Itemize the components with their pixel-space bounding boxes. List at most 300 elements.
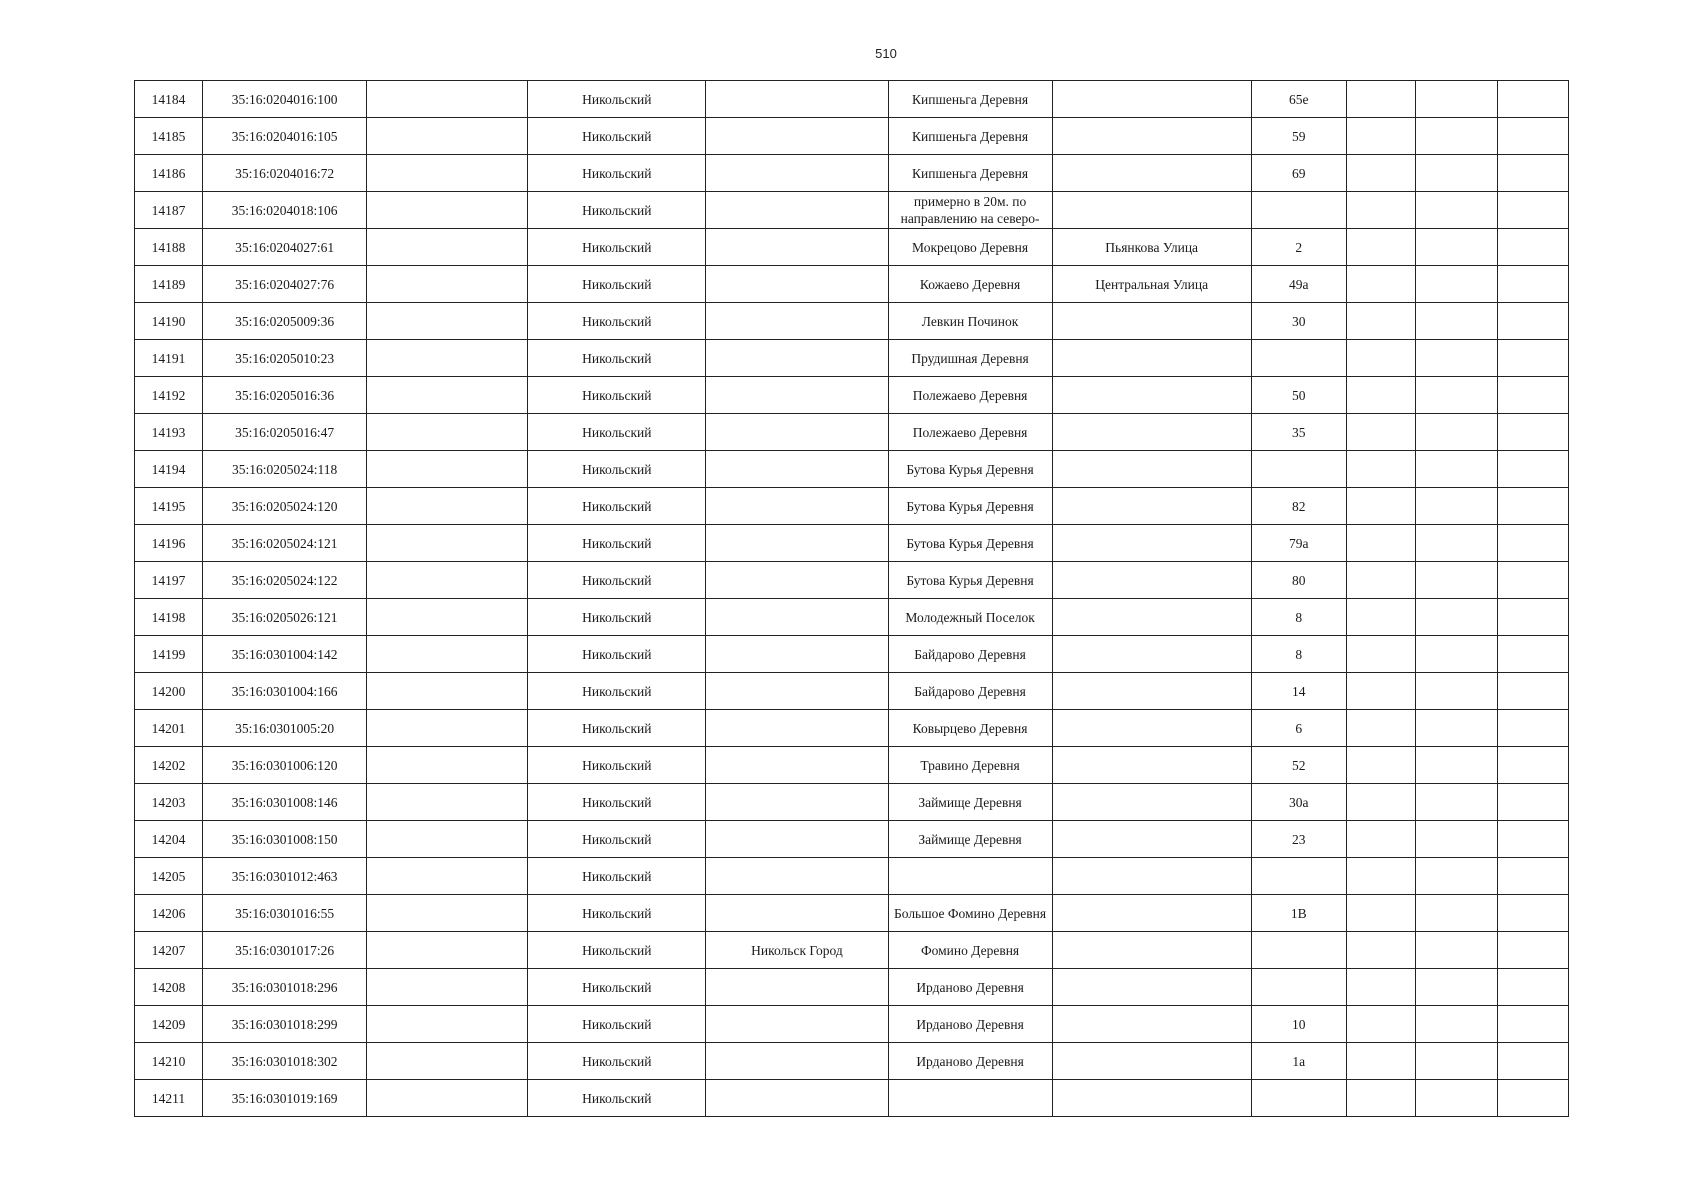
- blank-cell-9: [1346, 192, 1415, 229]
- row-number-cell: 14204: [135, 821, 203, 858]
- street-cell: [1052, 451, 1251, 488]
- cadastral-number-cell: 35:16:0204016:105: [203, 118, 367, 155]
- settlement-cell: примерно в 20м. по направлению на северо-: [888, 192, 1052, 229]
- blank-cell-3: [367, 932, 528, 969]
- row-number-cell: 14194: [135, 451, 203, 488]
- city-cell: Никольск Город: [706, 932, 888, 969]
- blank-cell-11: [1497, 81, 1568, 118]
- blank-cell-11: [1497, 821, 1568, 858]
- district-cell: Никольский: [528, 118, 706, 155]
- row-number-cell: 14199: [135, 636, 203, 673]
- blank-cell-10: [1415, 784, 1497, 821]
- district-cell: Никольский: [528, 229, 706, 266]
- street-cell: [1052, 488, 1251, 525]
- blank-cell-3: [367, 266, 528, 303]
- house-number-cell: 50: [1251, 377, 1346, 414]
- row-number-cell: 14203: [135, 784, 203, 821]
- district-cell: Никольский: [528, 673, 706, 710]
- street-cell: [1052, 525, 1251, 562]
- cadastral-number-cell: 35:16:0205016:47: [203, 414, 367, 451]
- blank-cell-3: [367, 1080, 528, 1117]
- cadastral-number-cell: 35:16:0205024:120: [203, 488, 367, 525]
- district-cell: Никольский: [528, 81, 706, 118]
- cadastral-number-cell: 35:16:0301018:299: [203, 1006, 367, 1043]
- blank-cell-11: [1497, 1043, 1568, 1080]
- blank-cell-3: [367, 784, 528, 821]
- settlement-cell: Полежаево Деревня: [888, 377, 1052, 414]
- blank-cell-10: [1415, 451, 1497, 488]
- city-cell: [706, 414, 888, 451]
- cadastral-number-cell: 35:16:0301012:463: [203, 858, 367, 895]
- settlement-cell: [888, 858, 1052, 895]
- cadastral-number-cell: 35:16:0301005:20: [203, 710, 367, 747]
- blank-cell-3: [367, 525, 528, 562]
- street-cell: [1052, 969, 1251, 1006]
- blank-cell-10: [1415, 562, 1497, 599]
- house-number-cell: [1251, 192, 1346, 229]
- blank-cell-11: [1497, 266, 1568, 303]
- settlement-cell: Ковырцево Деревня: [888, 710, 1052, 747]
- blank-cell-3: [367, 118, 528, 155]
- street-cell: [1052, 562, 1251, 599]
- street-cell: [1052, 858, 1251, 895]
- blank-cell-9: [1346, 562, 1415, 599]
- blank-cell-11: [1497, 451, 1568, 488]
- settlement-cell: Прудишная Деревня: [888, 340, 1052, 377]
- row-number-cell: 14201: [135, 710, 203, 747]
- settlement-cell: Ирданово Деревня: [888, 1043, 1052, 1080]
- cadastral-number-cell: 35:16:0301006:120: [203, 747, 367, 784]
- page-number: 510: [875, 46, 897, 61]
- blank-cell-10: [1415, 821, 1497, 858]
- street-cell: Центральная Улица: [1052, 266, 1251, 303]
- house-number-cell: 1а: [1251, 1043, 1346, 1080]
- blank-cell-10: [1415, 81, 1497, 118]
- district-cell: Никольский: [528, 1043, 706, 1080]
- house-number-cell: [1251, 1080, 1346, 1117]
- cadastral-number-cell: 35:16:0205024:121: [203, 525, 367, 562]
- city-cell: [706, 821, 888, 858]
- table-row: [135, 1043, 1569, 1080]
- blank-cell-11: [1497, 118, 1568, 155]
- blank-cell-3: [367, 858, 528, 895]
- table-row: [135, 784, 1569, 821]
- blank-cell-9: [1346, 710, 1415, 747]
- blank-cell-11: [1497, 229, 1568, 266]
- row-number-cell: 14198: [135, 599, 203, 636]
- settlement-cell: Большое Фомино Деревня: [888, 895, 1052, 932]
- blank-cell-3: [367, 895, 528, 932]
- settlement-cell: Фомино Деревня: [888, 932, 1052, 969]
- house-number-cell: 79а: [1251, 525, 1346, 562]
- house-number-cell: 1В: [1251, 895, 1346, 932]
- blank-cell-10: [1415, 673, 1497, 710]
- cadastral-number-cell: 35:16:0301004:142: [203, 636, 367, 673]
- blank-cell-11: [1497, 488, 1568, 525]
- cadastral-number-cell: 35:16:0205010:23: [203, 340, 367, 377]
- row-number-cell: 14210: [135, 1043, 203, 1080]
- cadastral-number-cell: 35:16:0301019:169: [203, 1080, 367, 1117]
- row-number-cell: 14196: [135, 525, 203, 562]
- district-cell: Никольский: [528, 636, 706, 673]
- settlement-cell: Ирданово Деревня: [888, 969, 1052, 1006]
- city-cell: [706, 710, 888, 747]
- table-row: [135, 821, 1569, 858]
- house-number-cell: 8: [1251, 636, 1346, 673]
- city-cell: [706, 784, 888, 821]
- settlement-cell: Ирданово Деревня: [888, 1006, 1052, 1043]
- house-number-cell: 6: [1251, 710, 1346, 747]
- blank-cell-3: [367, 673, 528, 710]
- table-row: [135, 636, 1569, 673]
- street-cell: [1052, 784, 1251, 821]
- blank-cell-10: [1415, 525, 1497, 562]
- table-row: [135, 229, 1569, 266]
- settlement-cell: Травино Деревня: [888, 747, 1052, 784]
- blank-cell-11: [1497, 192, 1568, 229]
- city-cell: [706, 340, 888, 377]
- row-number-cell: 14185: [135, 118, 203, 155]
- table-row: [135, 192, 1569, 229]
- cadastral-number-cell: 35:16:0301018:302: [203, 1043, 367, 1080]
- blank-cell-3: [367, 451, 528, 488]
- district-cell: Никольский: [528, 599, 706, 636]
- street-cell: [1052, 821, 1251, 858]
- blank-cell-11: [1497, 858, 1568, 895]
- settlement-cell: Займище Деревня: [888, 821, 1052, 858]
- table-row: [135, 710, 1569, 747]
- blank-cell-10: [1415, 488, 1497, 525]
- house-number-cell: 30а: [1251, 784, 1346, 821]
- district-cell: Никольский: [528, 377, 706, 414]
- row-number-cell: 14193: [135, 414, 203, 451]
- blank-cell-9: [1346, 1006, 1415, 1043]
- row-number-cell: 14202: [135, 747, 203, 784]
- table-row: [135, 969, 1569, 1006]
- row-number-cell: 14211: [135, 1080, 203, 1117]
- blank-cell-3: [367, 340, 528, 377]
- city-cell: [706, 229, 888, 266]
- blank-cell-11: [1497, 525, 1568, 562]
- settlement-cell: Байдарово Деревня: [888, 673, 1052, 710]
- city-cell: [706, 1006, 888, 1043]
- blank-cell-10: [1415, 747, 1497, 784]
- city-cell: [706, 1043, 888, 1080]
- city-cell: [706, 562, 888, 599]
- row-number-cell: 14209: [135, 1006, 203, 1043]
- cadastral-number-cell: 35:16:0205026:121: [203, 599, 367, 636]
- street-cell: [1052, 192, 1251, 229]
- table-row: [135, 340, 1569, 377]
- cadastral-number-cell: 35:16:0205024:122: [203, 562, 367, 599]
- blank-cell-11: [1497, 636, 1568, 673]
- blank-cell-10: [1415, 599, 1497, 636]
- blank-cell-11: [1497, 414, 1568, 451]
- blank-cell-9: [1346, 451, 1415, 488]
- table-row: [135, 673, 1569, 710]
- table-row: [135, 414, 1569, 451]
- district-cell: Никольский: [528, 525, 706, 562]
- settlement-cell: Займище Деревня: [888, 784, 1052, 821]
- house-number-cell: 30: [1251, 303, 1346, 340]
- cadastral-number-cell: 35:16:0204016:72: [203, 155, 367, 192]
- blank-cell-3: [367, 377, 528, 414]
- district-cell: Никольский: [528, 969, 706, 1006]
- street-cell: [1052, 81, 1251, 118]
- blank-cell-3: [367, 821, 528, 858]
- house-number-cell: 14: [1251, 673, 1346, 710]
- house-number-cell: 65е: [1251, 81, 1346, 118]
- blank-cell-10: [1415, 969, 1497, 1006]
- cadastral-number-cell: 35:16:0301018:296: [203, 969, 367, 1006]
- blank-cell-3: [367, 747, 528, 784]
- row-number-cell: 14192: [135, 377, 203, 414]
- house-number-cell: 49а: [1251, 266, 1346, 303]
- settlement-cell: Бутова Курья Деревня: [888, 451, 1052, 488]
- house-number-cell: [1251, 969, 1346, 1006]
- cadastral-number-cell: 35:16:0205016:36: [203, 377, 367, 414]
- cadastral-number-cell: 35:16:0301004:166: [203, 673, 367, 710]
- blank-cell-11: [1497, 562, 1568, 599]
- row-number-cell: 14207: [135, 932, 203, 969]
- city-cell: [706, 1080, 888, 1117]
- blank-cell-10: [1415, 340, 1497, 377]
- city-cell: [706, 673, 888, 710]
- blank-cell-11: [1497, 599, 1568, 636]
- blank-cell-11: [1497, 1006, 1568, 1043]
- blank-cell-9: [1346, 932, 1415, 969]
- blank-cell-11: [1497, 673, 1568, 710]
- blank-cell-3: [367, 562, 528, 599]
- blank-cell-9: [1346, 747, 1415, 784]
- house-number-cell: [1251, 451, 1346, 488]
- house-number-cell: 23: [1251, 821, 1346, 858]
- street-cell: [1052, 155, 1251, 192]
- row-number-cell: 14195: [135, 488, 203, 525]
- blank-cell-11: [1497, 377, 1568, 414]
- district-cell: Никольский: [528, 562, 706, 599]
- table-row: [135, 895, 1569, 932]
- table-row: [135, 525, 1569, 562]
- table-row: [135, 303, 1569, 340]
- blank-cell-3: [367, 636, 528, 673]
- blank-cell-9: [1346, 895, 1415, 932]
- district-cell: Никольский: [528, 747, 706, 784]
- blank-cell-3: [367, 229, 528, 266]
- blank-cell-9: [1346, 525, 1415, 562]
- district-cell: Никольский: [528, 192, 706, 229]
- district-cell: Никольский: [528, 895, 706, 932]
- cadastral-number-cell: 35:16:0204018:106: [203, 192, 367, 229]
- blank-cell-9: [1346, 81, 1415, 118]
- blank-cell-9: [1346, 599, 1415, 636]
- blank-cell-3: [367, 1006, 528, 1043]
- blank-cell-10: [1415, 636, 1497, 673]
- city-cell: [706, 525, 888, 562]
- blank-cell-3: [367, 414, 528, 451]
- settlement-cell: Бутова Курья Деревня: [888, 488, 1052, 525]
- table-row: [135, 858, 1569, 895]
- row-number-cell: 14184: [135, 81, 203, 118]
- row-number-cell: 14186: [135, 155, 203, 192]
- city-cell: [706, 636, 888, 673]
- district-cell: Никольский: [528, 1006, 706, 1043]
- house-number-cell: 69: [1251, 155, 1346, 192]
- city-cell: [706, 81, 888, 118]
- district-cell: Никольский: [528, 858, 706, 895]
- blank-cell-10: [1415, 1080, 1497, 1117]
- city-cell: [706, 969, 888, 1006]
- blank-cell-11: [1497, 969, 1568, 1006]
- blank-cell-10: [1415, 895, 1497, 932]
- settlement-cell: [888, 1080, 1052, 1117]
- table-row: [135, 266, 1569, 303]
- blank-cell-11: [1497, 303, 1568, 340]
- street-cell: [1052, 895, 1251, 932]
- table-row: [135, 1080, 1569, 1117]
- house-number-cell: 82: [1251, 488, 1346, 525]
- cadastral-number-cell: 35:16:0205009:36: [203, 303, 367, 340]
- row-number-cell: 14191: [135, 340, 203, 377]
- district-cell: Никольский: [528, 414, 706, 451]
- blank-cell-10: [1415, 118, 1497, 155]
- cadastral-number-cell: 35:16:0205024:118: [203, 451, 367, 488]
- city-cell: [706, 192, 888, 229]
- city-cell: [706, 377, 888, 414]
- district-cell: Никольский: [528, 155, 706, 192]
- settlement-cell: Бутова Курья Деревня: [888, 562, 1052, 599]
- street-cell: [1052, 673, 1251, 710]
- settlement-cell: Кожаево Деревня: [888, 266, 1052, 303]
- street-cell: [1052, 599, 1251, 636]
- row-number-cell: 14205: [135, 858, 203, 895]
- city-cell: [706, 266, 888, 303]
- blank-cell-9: [1346, 858, 1415, 895]
- blank-cell-10: [1415, 303, 1497, 340]
- street-cell: [1052, 1080, 1251, 1117]
- blank-cell-9: [1346, 1080, 1415, 1117]
- blank-cell-3: [367, 192, 528, 229]
- street-cell: [1052, 636, 1251, 673]
- blank-cell-10: [1415, 1006, 1497, 1043]
- settlement-cell: Полежаево Деревня: [888, 414, 1052, 451]
- street-cell: [1052, 1043, 1251, 1080]
- blank-cell-10: [1415, 414, 1497, 451]
- blank-cell-3: [367, 488, 528, 525]
- blank-cell-9: [1346, 488, 1415, 525]
- row-number-cell: 14206: [135, 895, 203, 932]
- house-number-cell: 2: [1251, 229, 1346, 266]
- city-cell: [706, 155, 888, 192]
- house-number-cell: 10: [1251, 1006, 1346, 1043]
- house-number-cell: 59: [1251, 118, 1346, 155]
- blank-cell-9: [1346, 673, 1415, 710]
- table-row: [135, 81, 1569, 118]
- blank-cell-9: [1346, 414, 1415, 451]
- blank-cell-10: [1415, 155, 1497, 192]
- blank-cell-11: [1497, 932, 1568, 969]
- cadastral-number-cell: 35:16:0204027:61: [203, 229, 367, 266]
- blank-cell-3: [367, 155, 528, 192]
- settlement-cell: Байдарово Деревня: [888, 636, 1052, 673]
- cadastral-number-cell: 35:16:0301017:26: [203, 932, 367, 969]
- blank-cell-3: [367, 1043, 528, 1080]
- blank-cell-9: [1346, 155, 1415, 192]
- settlement-cell: Бутова Курья Деревня: [888, 525, 1052, 562]
- street-cell: [1052, 377, 1251, 414]
- blank-cell-9: [1346, 636, 1415, 673]
- house-number-cell: [1251, 932, 1346, 969]
- blank-cell-11: [1497, 340, 1568, 377]
- blank-cell-9: [1346, 377, 1415, 414]
- settlement-cell: Молодежный Поселок: [888, 599, 1052, 636]
- blank-cell-9: [1346, 821, 1415, 858]
- table-row: [135, 1006, 1569, 1043]
- cadastral-number-cell: 35:16:0204016:100: [203, 81, 367, 118]
- registry-table-body: [135, 81, 1569, 1117]
- row-number-cell: 14208: [135, 969, 203, 1006]
- table-row: [135, 377, 1569, 414]
- street-cell: [1052, 118, 1251, 155]
- row-number-cell: 14197: [135, 562, 203, 599]
- row-number-cell: 14190: [135, 303, 203, 340]
- blank-cell-11: [1497, 747, 1568, 784]
- city-cell: [706, 303, 888, 340]
- district-cell: Никольский: [528, 488, 706, 525]
- street-cell: [1052, 747, 1251, 784]
- blank-cell-9: [1346, 266, 1415, 303]
- blank-cell-9: [1346, 1043, 1415, 1080]
- table-row: [135, 747, 1569, 784]
- blank-cell-10: [1415, 266, 1497, 303]
- table-row: [135, 562, 1569, 599]
- street-cell: [1052, 303, 1251, 340]
- house-number-cell: 52: [1251, 747, 1346, 784]
- row-number-cell: 14189: [135, 266, 203, 303]
- blank-cell-9: [1346, 784, 1415, 821]
- house-number-cell: 8: [1251, 599, 1346, 636]
- blank-cell-9: [1346, 969, 1415, 1006]
- table-row: [135, 488, 1569, 525]
- blank-cell-10: [1415, 1043, 1497, 1080]
- settlement-cell: Кипшеньга Деревня: [888, 155, 1052, 192]
- blank-cell-9: [1346, 340, 1415, 377]
- blank-cell-10: [1415, 377, 1497, 414]
- house-number-cell: [1251, 340, 1346, 377]
- row-number-cell: 14187: [135, 192, 203, 229]
- blank-cell-11: [1497, 895, 1568, 932]
- blank-cell-10: [1415, 858, 1497, 895]
- blank-cell-11: [1497, 1080, 1568, 1117]
- blank-cell-10: [1415, 192, 1497, 229]
- city-cell: [706, 118, 888, 155]
- house-number-cell: 35: [1251, 414, 1346, 451]
- district-cell: Никольский: [528, 710, 706, 747]
- city-cell: [706, 451, 888, 488]
- row-number-cell: 14188: [135, 229, 203, 266]
- blank-cell-10: [1415, 229, 1497, 266]
- street-cell: [1052, 414, 1251, 451]
- street-cell: [1052, 932, 1251, 969]
- cadastral-number-cell: 35:16:0301008:146: [203, 784, 367, 821]
- settlement-cell: Левкин Починок: [888, 303, 1052, 340]
- district-cell: Никольский: [528, 266, 706, 303]
- blank-cell-10: [1415, 710, 1497, 747]
- blank-cell-9: [1346, 229, 1415, 266]
- district-cell: Никольский: [528, 821, 706, 858]
- table-row: [135, 932, 1569, 969]
- settlement-cell: Кипшеньга Деревня: [888, 81, 1052, 118]
